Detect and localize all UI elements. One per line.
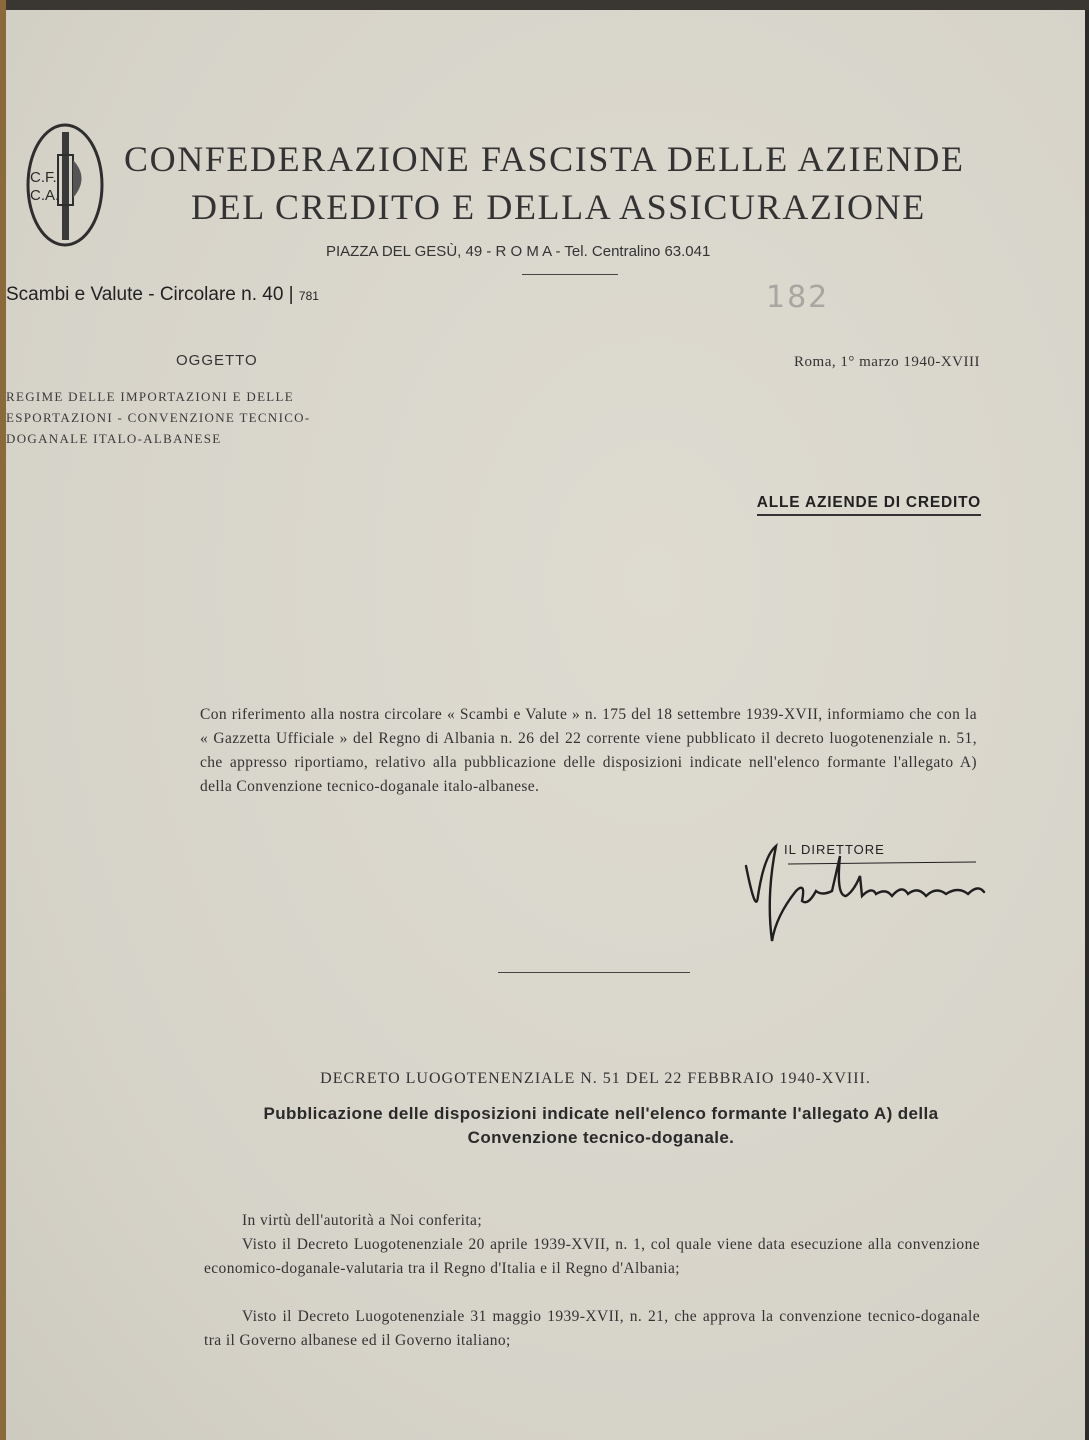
decree-title: DECRETO LUOGOTENENZIALE N. 51 DEL 22 FEBBRAIO 1940-XVIII. <box>320 1070 871 1087</box>
decree-paragraph: Visto il Decreto Luogotenenziale 20 aprile 1939-XVII, n. 1, col quale viene data esecuzione alla convenzione economico-doganale-valutaria tra il Regno d'Italia e il Regno d'Albania; <box>204 1236 980 1277</box>
section-separator <box>498 972 690 973</box>
document-page <box>6 10 1085 1440</box>
org-name-line1: CONFEDERAZIONE FASCISTA DELLE AZIENDE <box>124 139 965 179</box>
decree-paragraph: Visto il Decreto Luogotenenziale 31 maggio 1939-XVII, n. 21, che approva la convenzione tecnico-doganale tra il Governo albanese ed il Governo italiano; <box>204 1308 980 1349</box>
binding-edge <box>0 0 6 1440</box>
address-rule <box>522 274 618 275</box>
subject-label: OGGETTO <box>176 352 258 369</box>
logo-text-ca: C.A. <box>30 187 60 204</box>
letter-body: Con riferimento alla nostra circolare « Scambi e Valute » n. 175 del 18 settembre 1939-XVII, informiamo che con la « Gazzetta Ufficiale » del Regno di Albania n. 26 del 22 corrente viene pubblicato il decreto luogotenenziale n. 51, che appresso riportiamo, relativo alla pubblicazione delle disposizioni indicate nell'elenco formante l'allegato A) della Convenzione tecnico-doganale italo-albanese. <box>200 706 977 795</box>
handwritten-number: 182 <box>766 280 830 315</box>
circular-sub-number: 781 <box>298 289 319 303</box>
signature-title: IL DIRETTORE <box>784 842 885 857</box>
decree-paragraph: In virtù dell'autorità a Noi conferita; <box>242 1212 483 1229</box>
letter-date: Roma, 1° marzo 1940-XVIII <box>794 354 980 370</box>
scan-top-edge <box>0 0 1089 10</box>
circular-reference: Scambi e Valute - Circolare n. 40 | 781 <box>6 284 319 305</box>
confederation-logo <box>24 120 106 250</box>
org-name-line2: DEL CREDITO E DELLA ASSICURAZIONE <box>191 187 926 227</box>
subject-text: REGIME DELLE IMPORTAZIONI E DELLE ESPORTAZIONI - CONVENZIONE TECNICO-DOGANALE ITALO-ALBANESE <box>6 389 311 446</box>
recipient: ALLE AZIENDE DI CREDITO <box>757 494 981 516</box>
circular-label: Scambi e Valute - Circolare n. 40 <box>6 284 284 305</box>
org-address: PIAZZA DEL GESÙ, 49 - R O M A - Tel. Centralino 63.041 <box>326 243 711 260</box>
logo-text-cf: C.F. <box>30 169 57 186</box>
handwritten-signature <box>736 836 996 946</box>
decree-subtitle: Pubblicazione delle disposizioni indicate nell'elenco formante l'allegato A) della Convenzione tecnico-doganale. <box>263 1104 939 1147</box>
